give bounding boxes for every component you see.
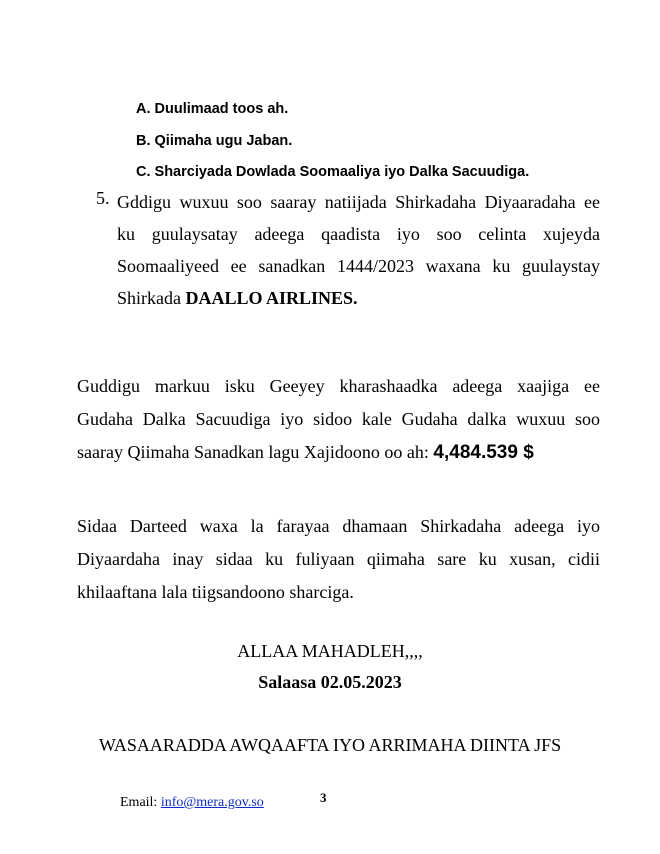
document-date: Salaasa 02.05.2023 xyxy=(258,672,402,692)
option-a: A. Duulimaad toos ah. xyxy=(136,101,289,117)
item-5-line: ku guulaysatay adeega qaadista iyo soo celinta xujeyda xyxy=(117,224,600,244)
instruction-line: khilaaftana lala tiigsandoono sharciga. xyxy=(77,582,354,602)
email-label: Email: xyxy=(120,795,158,810)
cost-line: Gudaha Dalka Sacuudiga iyo sidoo kale Gudaha dalka wuxuu soo xyxy=(77,409,600,429)
winner-airline: DAALLO AIRLINES. xyxy=(185,288,358,308)
item-5-line: Gddigu wuxuu soo saaray natiijada Shirkadaha Diyaaradaha ee xyxy=(117,192,600,212)
item-5-line-prefix: Shirkada xyxy=(117,288,181,308)
item-number: 5. xyxy=(96,188,110,208)
page-number: 3 xyxy=(320,790,327,805)
item-5-paragraph xyxy=(117,186,600,314)
instruction-line: Sidaa Darteed waxa la farayaa dhamaan Shirkadaha adeega iyo xyxy=(77,516,600,536)
option-c: C. Sharciyada Dowlada Soomaaliya iyo Dalka Sacuudiga. xyxy=(136,164,530,180)
email-link[interactable]: info@mera.gov.so xyxy=(160,795,264,810)
cost-paragraph xyxy=(77,370,600,469)
footer-email xyxy=(120,795,264,811)
option-b: B. Qiimaha ugu Jaban. xyxy=(136,133,293,149)
ministry-name: WASAARADDA AWQAAFTA IYO ARRIMAHA DIINTA JFS xyxy=(98,735,562,755)
hajj-amount: 4,484.539 $ xyxy=(433,442,534,463)
item-5-line: Soomaaliyeed ee sanadkan 1444/2023 waxana ku guulaystay xyxy=(117,256,600,276)
cost-line: Guddigu markuu isku Geeyey kharashaadka adeega xaajiga ee xyxy=(77,376,600,396)
instruction-paragraph xyxy=(77,510,600,609)
cost-line-prefix: saaray Qiimaha Sanadkan lagu Xajidoono oo ah: xyxy=(77,442,429,462)
item-5-line xyxy=(117,282,600,314)
closing-text: ALLAA MAHADLEH,,,, xyxy=(237,641,423,661)
cost-line xyxy=(77,436,600,469)
instruction-line: Diyaardaha inay sidaa ku fuliyaan qiimaha sare ku xusan, cidii xyxy=(77,549,600,569)
